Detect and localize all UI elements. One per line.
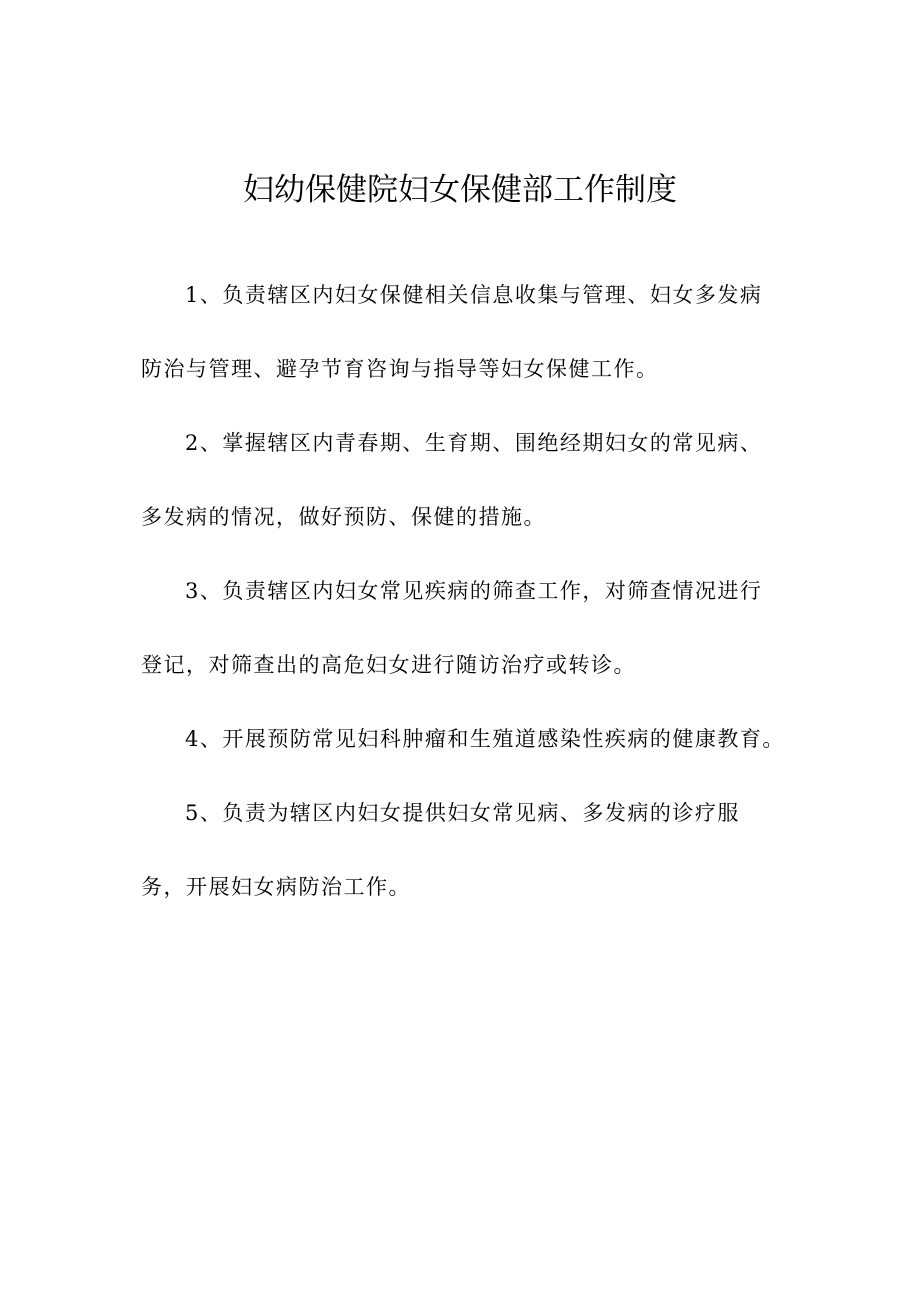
paragraph-2 [141,424,801,536]
paragraph-5 [141,794,801,906]
paragraph-line: 5、负责为辖区内妇女提供妇女常见病、多发病的诊疗服 [185,801,740,825]
document-body [141,276,801,942]
paragraph-line: 多发病的情况，做好预防、保健的措施。 [141,505,546,529]
paragraph-line: 2、掌握辖区内青春期、生育期、围绝经期妇女的常见病、 [185,431,763,455]
paragraph-line: 防治与管理、避孕节育咨询与指导等妇女保健工作。 [141,357,659,381]
paragraph-4 [141,720,801,758]
document-title: 妇幼保健院妇女保健部工作制度 [243,172,677,208]
paragraph-line: 1、负责辖区内妇女保健相关信息收集与管理、妇女多发病 [185,283,763,307]
paragraph-line: 务，开展妇女病防治工作。 [141,875,411,899]
paragraph-line: 登记，对筛查出的高危妇女进行随访治疗或转诊。 [141,653,636,677]
paragraph-line: 3、负责辖区内妇女常见疾病的筛查工作，对筛查情况进行 [185,579,763,603]
paragraph-line: 4、开展预防常见妇科肿瘤和生殖道感染性疾病的健康教育。 [185,727,785,751]
paragraph-3 [141,572,801,684]
paragraph-1 [141,276,801,388]
